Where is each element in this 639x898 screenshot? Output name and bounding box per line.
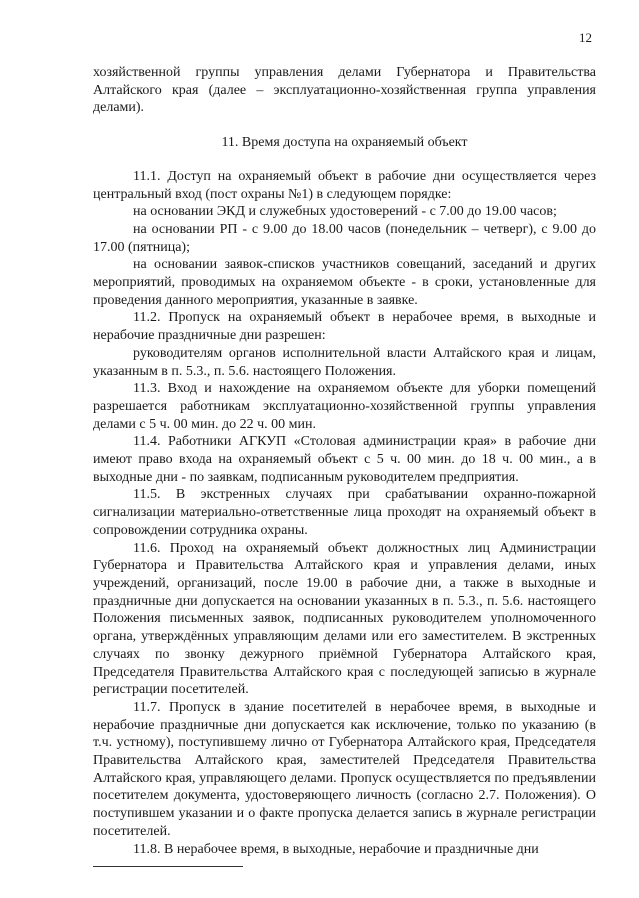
paragraph-11-7: 11.7. Пропуск в здание посетителей в нерабочее время, в выходные и нерабочие праздничные дни допускается как исключение, только по указанию (в т.ч. устному), поступившему лично от Губернатора Алтайского края, Председателя Правительства Алтайского края, заместителей Председателя Правительства Алтайского края, управляющего делами. Пропуск осуществляется по предъявлении посетителем документа, удостоверяющего личность (согласно 2.7. Положения). О поступившем указании и о факте пропуска делается запись в журнале регистрации посетителей.	[93, 699, 596, 839]
paragraph-11-3: 11.3. Вход и нахождение на охраняемом объекте для уборки помещений разрешается работникам эксплуатационно-хозяйственной группы управления делами с 5 ч. 00 мин. до 22 ч. 00 мин.	[93, 381, 596, 432]
paragraph-ekd: на основании ЭКД и служебных удостоверений - с 7.00 до 19.00 часов;	[133, 204, 557, 220]
paragraph-11-4: 11.4. Работники АГКУП «Столовая администрации края» в рабочие дни имеют право входа на охраняемый объект с 5 ч. 00 мин. до 18 ч. 00 мин., а в выходные дни - по заявкам, подписанным руководителем предприятия.	[93, 434, 596, 485]
section-heading: 11. Время доступа на охраняемый объект	[221, 135, 468, 151]
paragraph-11-1: 11.1. Доступ на охраняемый объект в рабочие дни осуществляется через центральный вход (пост охраны №1) в следующем порядке:	[93, 168, 596, 202]
paragraph-11-2: 11.2. Пропуск на охраняемый объект в нерабочее время, в выходные и нерабочие праздничные дни разрешен:	[93, 310, 596, 344]
paragraph-rp: на основании РП - с 9.00 до 18.00 часов (понедельник – четверг), с 9.00 до 17.00 (пятница);	[93, 221, 596, 255]
paragraph-11-6: 11.6. Проход на охраняемый объект должностных лиц Администрации Губернатора и Правительства Алтайского края и управления делами, иных учреждений, организаций, после 19.00 в рабочие дни, а также в выходные и праздничные дни допускается на основании указанных в п. 5.3., п. 5.6. настоящего Положения письменных заявок, подписанных руководителем уполномоченного органа, утверждённых управляющим делами или его заместителем. В экстренных случаях по звонку дежурного приёмной Губернатора Алтайского края, Председателя Правительства Алтайского края с последующей записью в журнале регистрации посетителей.	[93, 540, 596, 698]
paragraph-requests: на основании заявок-списков участников совещаний, заседаний и других мероприятий, проводимых на охраняемом объекте - в сроки, установленные для проведения данного мероприятия, указанные в заявке.	[93, 257, 596, 308]
paragraph-continuation: хозяйственной группы управления делами Губернатора и Правительства Алтайского края (далее – эксплуатационно-хозяйственная группа управления делами).	[93, 65, 596, 116]
page-number: 12	[579, 30, 592, 45]
paragraph-11-5: 11.5. В экстренных случаях при срабатывании охранно-пожарной сигнализации материально-ответственные лица проходят на охраняемый объект в сопровождении сотрудника охраны.	[93, 487, 596, 538]
paragraph-11-8: 11.8. В нерабочее время, в выходные, нерабочие и праздничные дни	[133, 841, 539, 857]
footnote-separator	[93, 866, 243, 867]
paragraph-executives: руководителям органов исполнительной власти Алтайского края и лицам, указанным в п. 5.3., п. 5.6. настоящего Положения.	[93, 345, 596, 379]
document-body	[93, 64, 596, 858]
